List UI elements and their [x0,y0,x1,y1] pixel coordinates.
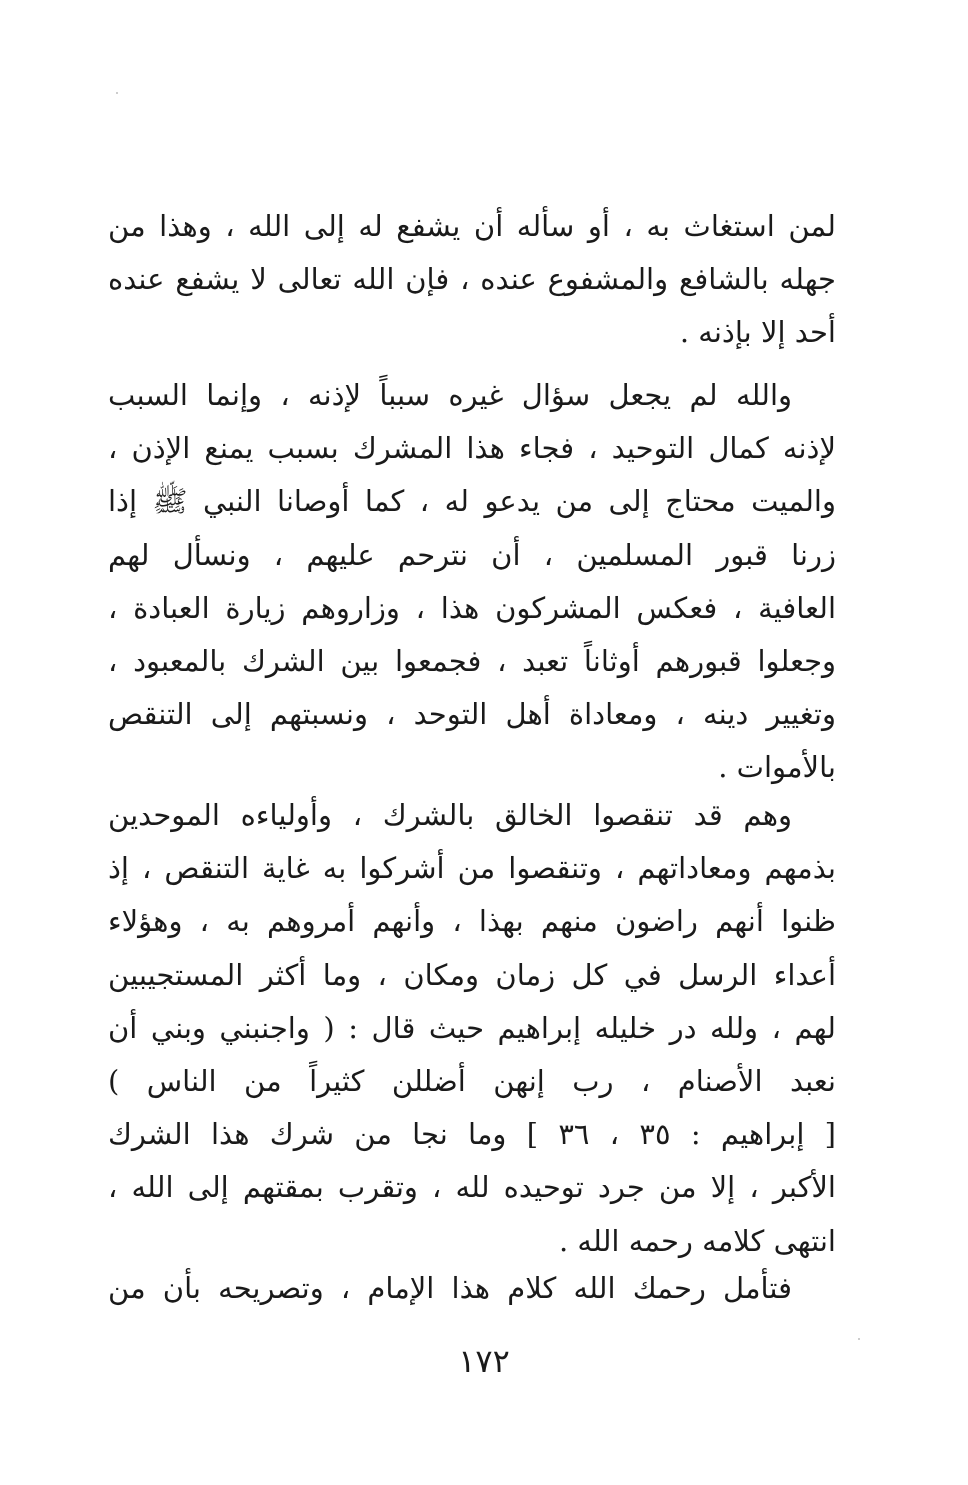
text-line: لمن استغاث به ، أو سأله أن يشفع له إلى الله ، وهذا من [108,209,836,243]
text-line: ظنوا أنهم راضون منهم بهذا ، وأنهم أمروهم به ، وهؤلاء [108,904,836,939]
text-line: وتغيير دينه ، ومعاداة أهل التوحد ، ونسبتهم إلى التنقص [108,697,836,732]
text-line: [ إبراهيم : ٣٥ ، ٣٦ ] وما نجا من شرك هذا الشرك [108,1117,836,1152]
paragraph-2 [108,369,836,795]
text-line: العافية ، فعكس المشركون هذا ، وزاروهم زيارة العبادة ، [108,590,836,625]
text-line: انتهى كلامه رحمه الله . [559,1223,836,1258]
text-line: جهله بالشافع والمشفوع عنده ، فإن الله تعالى لا يشفع عنده [108,262,836,297]
scan-speck [116,92,118,94]
scan-speck [858,1338,860,1340]
text-line: فتأمل رحمك الله كلام هذا الإمام ، وتصريحه بأن من [108,1271,792,1305]
text-line: بذمهم ومعاداتهم ، وتنقصوا من أشركوا به غاية التنقص ، إذ [108,851,836,886]
text-line: وهم قد تنقصوا الخالق بالشرك ، وأولياءه الموحدين [108,798,792,832]
text-line: أحد إلا بإذنه . [679,315,836,350]
text-line: نعبد الأصنام ، رب إنهن أضللن كثيراً من الناس ) [108,1064,836,1099]
paragraph-1 [108,200,836,360]
text-line: بالأموات . [718,750,836,785]
text-line: لهم ، ولله در خليله إبراهيم حيث قال : ( واجنبني وبني أن [108,1010,836,1045]
paragraph-3 [108,789,836,1268]
text-line: لإذنه كمال التوحيد ، فجاء هذا المشرك بسبب يمنع الإذن ، [108,431,836,466]
text-line: الأكبر ، إلا من جرد توحيده لله ، وتقرب بمقتهم إلى الله ، [108,1170,836,1205]
paragraph-4 [108,1262,836,1315]
text-line: زرنا قبور المسلمين ، أن نترحم عليهم ، ونسأل لهم [108,537,836,572]
text-line: أعداء الرسل في كل زمان ومكان ، وما أكثر المستجيبين [108,957,836,992]
text-line: وجعلوا قبورهم أوثاناً تعبد ، فجمعوا بين الشرك بالمعبود ، [108,644,836,679]
text-line: والميت محتاج إلى من يدعو له ، كما أوصانا النبي ﷺ إذا [108,484,836,519]
page-number: ١٧٢ [458,1342,510,1380]
text-line: والله لم يجعل سؤال غيره سبباً لإذنه ، وإنما السبب [108,378,792,412]
